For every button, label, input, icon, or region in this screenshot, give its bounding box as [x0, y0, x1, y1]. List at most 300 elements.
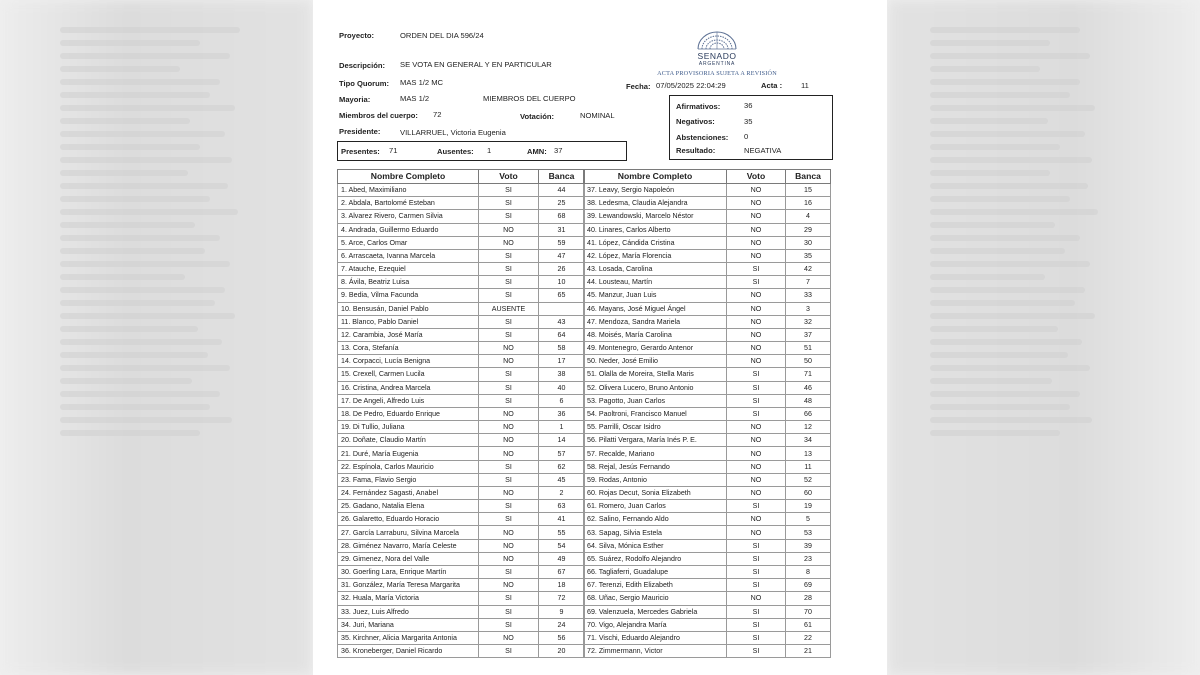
seat-number: 43: [539, 315, 585, 328]
table-row: [338, 342, 585, 355]
table-row: [338, 289, 585, 302]
vote-value: NO: [479, 447, 539, 460]
table-row: [338, 236, 585, 249]
senator-name: 10. Bensusán, Daniel Pablo: [338, 302, 479, 315]
vote-value: NO: [479, 407, 539, 420]
table-row: [338, 223, 585, 236]
senator-name: 35. Kirchner, Alicia Margarita Antonia: [338, 631, 479, 644]
table-row: [584, 421, 831, 434]
col-header-name: Nombre Completo: [584, 170, 727, 184]
seat-number: 26: [539, 263, 585, 276]
table-row: [584, 368, 831, 381]
vote-value: SI: [479, 500, 539, 513]
vote-value: SI: [479, 381, 539, 394]
vote-value: NO: [727, 592, 786, 605]
senator-name: 62. Salino, Fernando Aldo: [584, 513, 727, 526]
ausentes-value: 1: [487, 146, 492, 155]
table-row: [338, 276, 585, 289]
table-row: [338, 565, 585, 578]
resultado-value: NEGATIVA: [744, 146, 782, 155]
table-row: [584, 315, 831, 328]
seat-number: 34: [786, 434, 831, 447]
vote-value: NO: [727, 249, 786, 262]
table-row: [338, 513, 585, 526]
seat-number: 62: [539, 460, 585, 473]
presentes-value: 71: [389, 146, 398, 155]
seat-number: 50: [786, 355, 831, 368]
seat-number: 22: [786, 631, 831, 644]
seat-number: 64: [539, 328, 585, 341]
seat-number: 3: [786, 302, 831, 315]
vote-value: NO: [727, 236, 786, 249]
seat-number: 25: [539, 197, 585, 210]
votacion-label: Votación:: [520, 112, 555, 121]
col-header-name: Nombre Completo: [338, 170, 479, 184]
table-row: [338, 539, 585, 552]
table-row: [584, 592, 831, 605]
vote-value: NO: [479, 579, 539, 592]
seat-number: 28: [786, 592, 831, 605]
seat-number: 16: [786, 197, 831, 210]
vote-value: SI: [479, 249, 539, 262]
acta-value: 11: [801, 81, 809, 90]
table-row: [584, 328, 831, 341]
table-row: [338, 618, 585, 631]
senator-name: 50. Neder, José Emilio: [584, 355, 727, 368]
amn-value: 37: [554, 146, 563, 155]
table-row: [338, 447, 585, 460]
vote-value: SI: [727, 645, 786, 658]
senator-name: 29. Gimenez, Nora del Valle: [338, 552, 479, 565]
senator-name: 13. Cora, Stefanía: [338, 342, 479, 355]
seat-number: 35: [786, 249, 831, 262]
senator-name: 56. Pilatti Vergara, María Inés P. E.: [584, 434, 727, 447]
vote-record-document: [313, 0, 887, 675]
seat-number: 72: [539, 592, 585, 605]
negativos-value: 35: [744, 117, 753, 126]
seat-number: 70: [786, 605, 831, 618]
table-row: [584, 552, 831, 565]
vote-value: SI: [479, 315, 539, 328]
col-header-vote: Voto: [479, 170, 539, 184]
senator-name: 46. Mayans, José Miguel Ángel: [584, 302, 727, 315]
seat-number: 29: [786, 223, 831, 236]
table-row: [584, 473, 831, 486]
table-row: [584, 434, 831, 447]
vote-value: NO: [479, 526, 539, 539]
senator-name: 57. Recalde, Mariano: [584, 447, 727, 460]
table-row: [584, 631, 831, 644]
table-row: [338, 579, 585, 592]
senator-name: 26. Galaretto, Eduardo Horacio: [338, 513, 479, 526]
table-row: [338, 210, 585, 223]
vote-value: NO: [727, 328, 786, 341]
vote-value: SI: [479, 328, 539, 341]
vote-value: NO: [727, 434, 786, 447]
seat-number: 48: [786, 394, 831, 407]
senator-name: 36. Kroneberger, Daniel Ricardo: [338, 645, 479, 658]
senator-name: 39. Lewandowski, Marcelo Néstor: [584, 210, 727, 223]
col-header-vote: Voto: [727, 170, 786, 184]
tipo-quorum-label: Tipo Quorum:: [339, 79, 390, 88]
table-row: [584, 342, 831, 355]
vote-value: SI: [727, 618, 786, 631]
senator-name: 16. Cristina, Andrea Marcela: [338, 381, 479, 394]
senator-name: 9. Bedia, Vilma Facunda: [338, 289, 479, 302]
vote-value: SI: [479, 605, 539, 618]
seat-number: 1: [539, 421, 585, 434]
fecha-value: 07/05/2025 22:04:29: [656, 81, 726, 90]
seat-number: 37: [786, 328, 831, 341]
seat-number: 30: [786, 236, 831, 249]
table-row: [584, 460, 831, 473]
table-row: [584, 513, 831, 526]
seat-number: 11: [786, 460, 831, 473]
senator-name: 6. Arrascaeta, Ivanna Marcela: [338, 249, 479, 262]
table-row: [338, 592, 585, 605]
seat-number: 20: [539, 645, 585, 658]
seat-number: 21: [786, 645, 831, 658]
senator-name: 20. Doñate, Claudio Martín: [338, 434, 479, 447]
seat-number: 17: [539, 355, 585, 368]
seat-number: 38: [539, 368, 585, 381]
senator-name: 31. González, María Teresa Margarita: [338, 579, 479, 592]
vote-value: NO: [727, 289, 786, 302]
seat-number: 36: [539, 407, 585, 420]
table-row: [584, 355, 831, 368]
miembros-value: 72: [433, 110, 442, 119]
descripcion-label: Descripción:: [339, 61, 385, 70]
table-row: [338, 473, 585, 486]
table-row: [338, 631, 585, 644]
senator-name: 41. López, Cándida Cristina: [584, 236, 727, 249]
seat-number: 71: [786, 368, 831, 381]
vote-value: NO: [727, 223, 786, 236]
senator-name: 8. Ávila, Beatriz Luisa: [338, 276, 479, 289]
proyecto-label: Proyecto:: [339, 31, 375, 40]
table-row: [584, 618, 831, 631]
proyecto-value: ORDEN DEL DIA 596/24: [400, 31, 484, 40]
table-row: [338, 434, 585, 447]
seat-number: 66: [786, 407, 831, 420]
senado-seal: [649, 30, 785, 77]
vote-value: SI: [727, 552, 786, 565]
senator-name: 42. López, María Florencia: [584, 249, 727, 262]
senator-name: 7. Atauche, Ezequiel: [338, 263, 479, 276]
afirmativos-value: 36: [744, 101, 753, 110]
vote-value: AUSENTE: [479, 302, 539, 315]
table-row: [338, 315, 585, 328]
table-row: [338, 355, 585, 368]
table-row: [338, 381, 585, 394]
senator-name: 5. Arce, Carlos Omar: [338, 236, 479, 249]
vote-value: NO: [479, 342, 539, 355]
seat-number: 61: [786, 618, 831, 631]
senator-name: 15. Crexell, Carmen Lucila: [338, 368, 479, 381]
seat-number: 10: [539, 276, 585, 289]
senator-name: 70. Vigo, Alejandra María: [584, 618, 727, 631]
vote-value: SI: [479, 263, 539, 276]
senator-name: 52. Olivera Lucero, Bruno Antonio: [584, 381, 727, 394]
vote-value: SI: [479, 473, 539, 486]
vote-value: SI: [727, 631, 786, 644]
vote-value: SI: [479, 368, 539, 381]
table-row: [338, 263, 585, 276]
vote-value: NO: [479, 223, 539, 236]
senator-name: 65. Suárez, Rodolfo Alejandro: [584, 552, 727, 565]
vote-value: SI: [727, 539, 786, 552]
senator-name: 43. Losada, Carolina: [584, 263, 727, 276]
vote-value: NO: [727, 447, 786, 460]
senator-name: 24. Fernández Sagasti, Anabel: [338, 486, 479, 499]
senator-name: 59. Rodas, Antonio: [584, 473, 727, 486]
vote-value: NO: [727, 197, 786, 210]
seat-number: [539, 302, 585, 315]
seat-number: 32: [786, 315, 831, 328]
vote-value: SI: [727, 565, 786, 578]
abstenciones-label: Abstenciones:: [676, 133, 729, 142]
seat-number: 49: [539, 552, 585, 565]
seat-number: 44: [539, 184, 585, 197]
vote-value: SI: [727, 276, 786, 289]
senator-name: 21. Duré, María Eugenia: [338, 447, 479, 460]
seat-number: 8: [786, 565, 831, 578]
senator-name: 28. Giménez Navarro, María Celeste: [338, 539, 479, 552]
table-row: [584, 539, 831, 552]
table-row: [338, 526, 585, 539]
seat-number: 63: [539, 500, 585, 513]
table-row: [584, 381, 831, 394]
senator-name: 19. Di Tullio, Juliana: [338, 421, 479, 434]
seat-number: 47: [539, 249, 585, 262]
senator-name: 12. Carambia, José María: [338, 328, 479, 341]
senator-name: 67. Terenzi, Edith Elizabeth: [584, 579, 727, 592]
mayoria-extra: MIEMBROS DEL CUERPO: [483, 94, 576, 103]
seat-number: 15: [786, 184, 831, 197]
vote-value: NO: [727, 421, 786, 434]
provisional-notice: ACTA PROVISORIA SUJETA A REVISIÓN: [657, 70, 777, 77]
senator-name: 68. Uñac, Sergio Mauricio: [584, 592, 727, 605]
table-row: [584, 223, 831, 236]
vote-value: NO: [727, 513, 786, 526]
table-row: [584, 407, 831, 420]
seat-number: 65: [539, 289, 585, 302]
seat-number: 69: [786, 579, 831, 592]
vote-value: SI: [479, 592, 539, 605]
vote-value: NO: [727, 486, 786, 499]
senator-name: 64. Silva, Mónica Esther: [584, 539, 727, 552]
senator-name: 32. Huala, María Victoria: [338, 592, 479, 605]
senator-name: 61. Romero, Juan Carlos: [584, 500, 727, 513]
vote-value: NO: [479, 355, 539, 368]
ausentes-label: Ausentes:: [437, 147, 474, 156]
seat-number: 57: [539, 447, 585, 460]
seat-number: 67: [539, 565, 585, 578]
table-row: [584, 394, 831, 407]
senator-name: 53. Pagotto, Juan Carlos: [584, 394, 727, 407]
table-row: [338, 486, 585, 499]
senator-name: 71. Vischi, Eduardo Alejandro: [584, 631, 727, 644]
vote-value: NO: [727, 315, 786, 328]
senator-name: 63. Sapag, Silvia Estela: [584, 526, 727, 539]
afirmativos-label: Afirmativos:: [676, 102, 721, 111]
mayoria-value: MAS 1/2: [400, 94, 430, 103]
table-row: [338, 302, 585, 315]
vote-value: SI: [479, 394, 539, 407]
table-row: [338, 328, 585, 341]
senator-name: 17. De Angeli, Alfredo Luis: [338, 394, 479, 407]
senator-name: 66. Tagliaferri, Guadalupe: [584, 565, 727, 578]
seat-number: 12: [786, 421, 831, 434]
table-header-row: [338, 170, 585, 184]
vote-value: SI: [479, 184, 539, 197]
seat-number: 58: [539, 342, 585, 355]
vote-value: SI: [479, 197, 539, 210]
table-row: [584, 210, 831, 223]
negativos-label: Negativos:: [676, 117, 715, 126]
resultado-label: Resultado:: [676, 146, 716, 155]
vote-value: SI: [727, 381, 786, 394]
vote-value: NO: [727, 473, 786, 486]
senator-name: 2. Abdala, Bartolomé Esteban: [338, 197, 479, 210]
col-header-seat: Banca: [539, 170, 585, 184]
senator-name: 23. Fama, Flavio Sergio: [338, 473, 479, 486]
vote-value: SI: [479, 289, 539, 302]
seat-number: 39: [786, 539, 831, 552]
senator-name: 58. Rejal, Jesús Fernando: [584, 460, 727, 473]
acta-label: Acta :: [761, 81, 783, 90]
table-row: [584, 289, 831, 302]
senator-name: 72. Zimmermann, Victor: [584, 645, 727, 658]
senator-name: 11. Blanco, Pablo Daniel: [338, 315, 479, 328]
table-row: [584, 276, 831, 289]
vote-value: NO: [727, 526, 786, 539]
vote-value: SI: [479, 565, 539, 578]
table-header-row: [584, 170, 831, 184]
senator-name: 27. García Larraburu, Silvina Marcela: [338, 526, 479, 539]
seat-number: 51: [786, 342, 831, 355]
vote-value: NO: [727, 184, 786, 197]
seat-number: 13: [786, 447, 831, 460]
seat-number: 54: [539, 539, 585, 552]
seat-number: 7: [786, 276, 831, 289]
senator-name: 3. Alvarez Rivero, Carmen Silvia: [338, 210, 479, 223]
table-row: [584, 302, 831, 315]
senator-name: 49. Montenegro, Gerardo Antenor: [584, 342, 727, 355]
votacion-value: NOMINAL: [580, 111, 615, 120]
table-row: [584, 236, 831, 249]
seat-number: 31: [539, 223, 585, 236]
seat-number: 53: [786, 526, 831, 539]
vote-value: NO: [727, 460, 786, 473]
seat-number: 19: [786, 500, 831, 513]
table-row: [584, 447, 831, 460]
vote-value: NO: [479, 631, 539, 644]
vote-value: SI: [727, 500, 786, 513]
seat-number: 18: [539, 579, 585, 592]
seat-number: 59: [539, 236, 585, 249]
vote-value: NO: [479, 434, 539, 447]
senator-name: 54. Paoltroni, Francisco Manuel: [584, 407, 727, 420]
senator-name: 48. Moisés, María Carolina: [584, 328, 727, 341]
descripcion-value: SE VOTA EN GENERAL Y EN PARTICULAR: [400, 60, 552, 69]
seat-number: 9: [539, 605, 585, 618]
senator-name: 34. Juri, Mariana: [338, 618, 479, 631]
table-row: [338, 394, 585, 407]
blurred-text-left: [60, 20, 260, 443]
table-row: [584, 249, 831, 262]
seat-number: 60: [786, 486, 831, 499]
seal-subtitle: ARGENTINA: [698, 61, 736, 67]
miembros-label: Miembros del cuerpo:: [339, 111, 418, 120]
vote-value: NO: [727, 355, 786, 368]
seat-number: 33: [786, 289, 831, 302]
table-row: [584, 500, 831, 513]
table-row: [338, 368, 585, 381]
vote-value: SI: [479, 513, 539, 526]
fecha-label: Fecha:: [626, 82, 651, 91]
senator-name: 30. Goerling Lara, Enrique Martín: [338, 565, 479, 578]
vote-value: NO: [479, 421, 539, 434]
senator-name: 38. Ledesma, Claudia Alejandra: [584, 197, 727, 210]
senator-name: 47. Mendoza, Sandra Mariela: [584, 315, 727, 328]
mayoria-label: Mayoria:: [339, 95, 371, 104]
vote-value: SI: [479, 276, 539, 289]
table-row: [584, 486, 831, 499]
senator-name: 37. Leavy, Sergio Napoleón: [584, 184, 727, 197]
senator-name: 4. Andrada, Guillermo Eduardo: [338, 223, 479, 236]
senator-name: 69. Valenzuela, Mercedes Gabriela: [584, 605, 727, 618]
presidente-value: VILLARRUEL, Victoria Eugenia: [400, 128, 506, 137]
col-header-seat: Banca: [786, 170, 831, 184]
vote-value: SI: [479, 618, 539, 631]
seat-number: 46: [786, 381, 831, 394]
senate-dome-icon: [696, 30, 738, 50]
amn-label: AMN:: [527, 147, 547, 156]
seat-number: 45: [539, 473, 585, 486]
votes-table-left: [337, 169, 585, 658]
vote-value: NO: [479, 236, 539, 249]
senator-name: 14. Corpacci, Lucía Benigna: [338, 355, 479, 368]
seat-number: 4: [786, 210, 831, 223]
table-row: [584, 579, 831, 592]
vote-value: SI: [479, 210, 539, 223]
table-row: [584, 263, 831, 276]
senator-name: 22. Espínola, Carlos Mauricio: [338, 460, 479, 473]
table-row: [338, 552, 585, 565]
vote-value: NO: [727, 302, 786, 315]
vote-value: NO: [727, 342, 786, 355]
table-row: [584, 565, 831, 578]
vote-value: NO: [479, 539, 539, 552]
table-row: [338, 421, 585, 434]
table-row: [338, 500, 585, 513]
vote-value: SI: [479, 460, 539, 473]
seal-title: SENADO: [697, 51, 737, 61]
vote-value: SI: [727, 407, 786, 420]
presence-box: [337, 141, 627, 161]
senator-name: 44. Lousteau, Martín: [584, 276, 727, 289]
seat-number: 23: [786, 552, 831, 565]
vote-value: SI: [727, 605, 786, 618]
table-row: [338, 645, 585, 658]
table-row: [338, 605, 585, 618]
vote-value: SI: [479, 645, 539, 658]
senator-name: 33. Juez, Luis Alfredo: [338, 605, 479, 618]
table-row: [338, 197, 585, 210]
senator-name: 60. Rojas Decut, Sonia Elizabeth: [584, 486, 727, 499]
seat-number: 68: [539, 210, 585, 223]
